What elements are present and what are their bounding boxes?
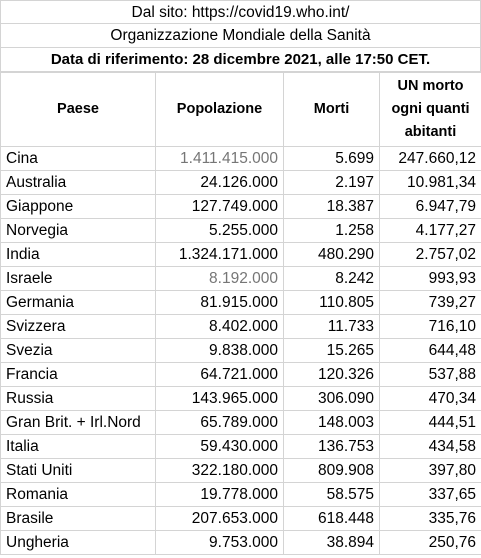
deaths-cell[interactable]: 58.575 [284,483,380,507]
header-deaths[interactable]: Morti [284,73,380,147]
deaths-cell[interactable]: 148.003 [284,411,380,435]
population-cell[interactable]: 1.324.171.000 [156,243,284,267]
country-cell[interactable]: Romania [1,483,156,507]
ratio-cell[interactable]: 337,65 [380,483,481,507]
population-cell[interactable]: 8.402.000 [156,315,284,339]
ratio-cell[interactable]: 993,93 [380,267,481,291]
ratio-cell[interactable]: 4.177,27 [380,219,481,243]
table-row [1,339,481,363]
table-row [1,363,481,387]
ratio-cell[interactable]: 434,58 [380,435,481,459]
population-cell[interactable]: 143.965.000 [156,387,284,411]
country-cell[interactable]: Israele [1,267,156,291]
header-population[interactable]: Popolazione [156,73,284,147]
population-cell[interactable]: 8.192.000 [156,267,284,291]
deaths-cell[interactable]: 5.699 [284,147,380,171]
country-cell[interactable]: Germania [1,291,156,315]
population-cell[interactable]: 19.778.000 [156,483,284,507]
table-row [1,483,481,507]
population-cell[interactable]: 1.411.415.000 [156,147,284,171]
deaths-cell[interactable]: 15.265 [284,339,380,363]
ratio-cell[interactable]: 397,80 [380,459,481,483]
ratio-cell[interactable]: 2.757,02 [380,243,481,267]
population-cell[interactable]: 127.749.000 [156,195,284,219]
table-row [1,147,481,171]
deaths-cell[interactable]: 136.753 [284,435,380,459]
table-row [1,219,481,243]
deaths-cell[interactable]: 2.197 [284,171,380,195]
ratio-cell[interactable]: 470,34 [380,387,481,411]
table-row [1,435,481,459]
deaths-cell[interactable]: 11.733 [284,315,380,339]
country-cell[interactable]: India [1,243,156,267]
header-row [1,73,481,147]
deaths-cell[interactable]: 306.090 [284,387,380,411]
source-line[interactable]: Dal sito: https://covid19.who.int/ [0,0,481,24]
country-cell[interactable]: Svezia [1,339,156,363]
deaths-cell[interactable]: 18.387 [284,195,380,219]
table-row [1,171,481,195]
population-cell[interactable]: 81.915.000 [156,291,284,315]
deaths-cell[interactable]: 1.258 [284,219,380,243]
population-cell[interactable]: 207.653.000 [156,507,284,531]
country-cell[interactable]: Australia [1,171,156,195]
header-ratio-line3: abitanti [404,124,457,140]
deaths-cell[interactable]: 110.805 [284,291,380,315]
population-cell[interactable]: 9.838.000 [156,339,284,363]
country-cell[interactable]: Gran Brit. + Irl.Nord [1,411,156,435]
deaths-cell[interactable]: 8.242 [284,267,380,291]
ratio-cell[interactable]: 6.947,79 [380,195,481,219]
population-cell[interactable]: 24.126.000 [156,171,284,195]
population-cell[interactable]: 64.721.000 [156,363,284,387]
header-ratio-line2: ogni quanti [391,101,470,117]
population-cell[interactable]: 322.180.000 [156,459,284,483]
table-row [1,267,481,291]
ratio-cell[interactable]: 537,88 [380,363,481,387]
table-row [1,243,481,267]
ratio-cell[interactable]: 335,76 [380,507,481,531]
country-cell[interactable]: Brasile [1,507,156,531]
header-country[interactable]: Paese [1,73,156,147]
table-body [1,147,481,555]
table-row [1,411,481,435]
ratio-cell[interactable]: 716,10 [380,315,481,339]
header-ratio[interactable] [380,73,481,147]
deaths-cell[interactable]: 809.908 [284,459,380,483]
country-cell[interactable]: Stati Uniti [1,459,156,483]
table-row [1,507,481,531]
deaths-cell[interactable]: 38.894 [284,531,380,555]
country-cell[interactable]: Francia [1,363,156,387]
deaths-cell[interactable]: 618.448 [284,507,380,531]
deaths-cell[interactable]: 120.326 [284,363,380,387]
table-row [1,459,481,483]
reference-date-line[interactable]: Data di riferimento: 28 dicembre 2021, alle 17:50 CET. [0,48,481,72]
table-row [1,531,481,555]
ratio-cell[interactable]: 10.981,34 [380,171,481,195]
country-cell[interactable]: Russia [1,387,156,411]
ratio-cell[interactable]: 644,48 [380,339,481,363]
organization-line[interactable]: Organizzazione Mondiale della Sanità [0,24,481,48]
population-cell[interactable]: 9.753.000 [156,531,284,555]
ratio-cell[interactable]: 250,76 [380,531,481,555]
ratio-cell[interactable]: 739,27 [380,291,481,315]
table-row [1,291,481,315]
population-cell[interactable]: 59.430.000 [156,435,284,459]
table-row [1,315,481,339]
country-cell[interactable]: Ungheria [1,531,156,555]
country-cell[interactable]: Italia [1,435,156,459]
country-cell[interactable]: Svizzera [1,315,156,339]
population-cell[interactable]: 5.255.000 [156,219,284,243]
table-row [1,195,481,219]
country-cell[interactable]: Giappone [1,195,156,219]
deaths-cell[interactable]: 480.290 [284,243,380,267]
ratio-cell[interactable]: 247.660,12 [380,147,481,171]
table-row [1,387,481,411]
country-cell[interactable]: Norvegia [1,219,156,243]
ratio-cell[interactable]: 444,51 [380,411,481,435]
data-table [0,72,481,555]
population-cell[interactable]: 65.789.000 [156,411,284,435]
header-ratio-line1: UN morto [397,78,464,94]
country-cell[interactable]: Cina [1,147,156,171]
